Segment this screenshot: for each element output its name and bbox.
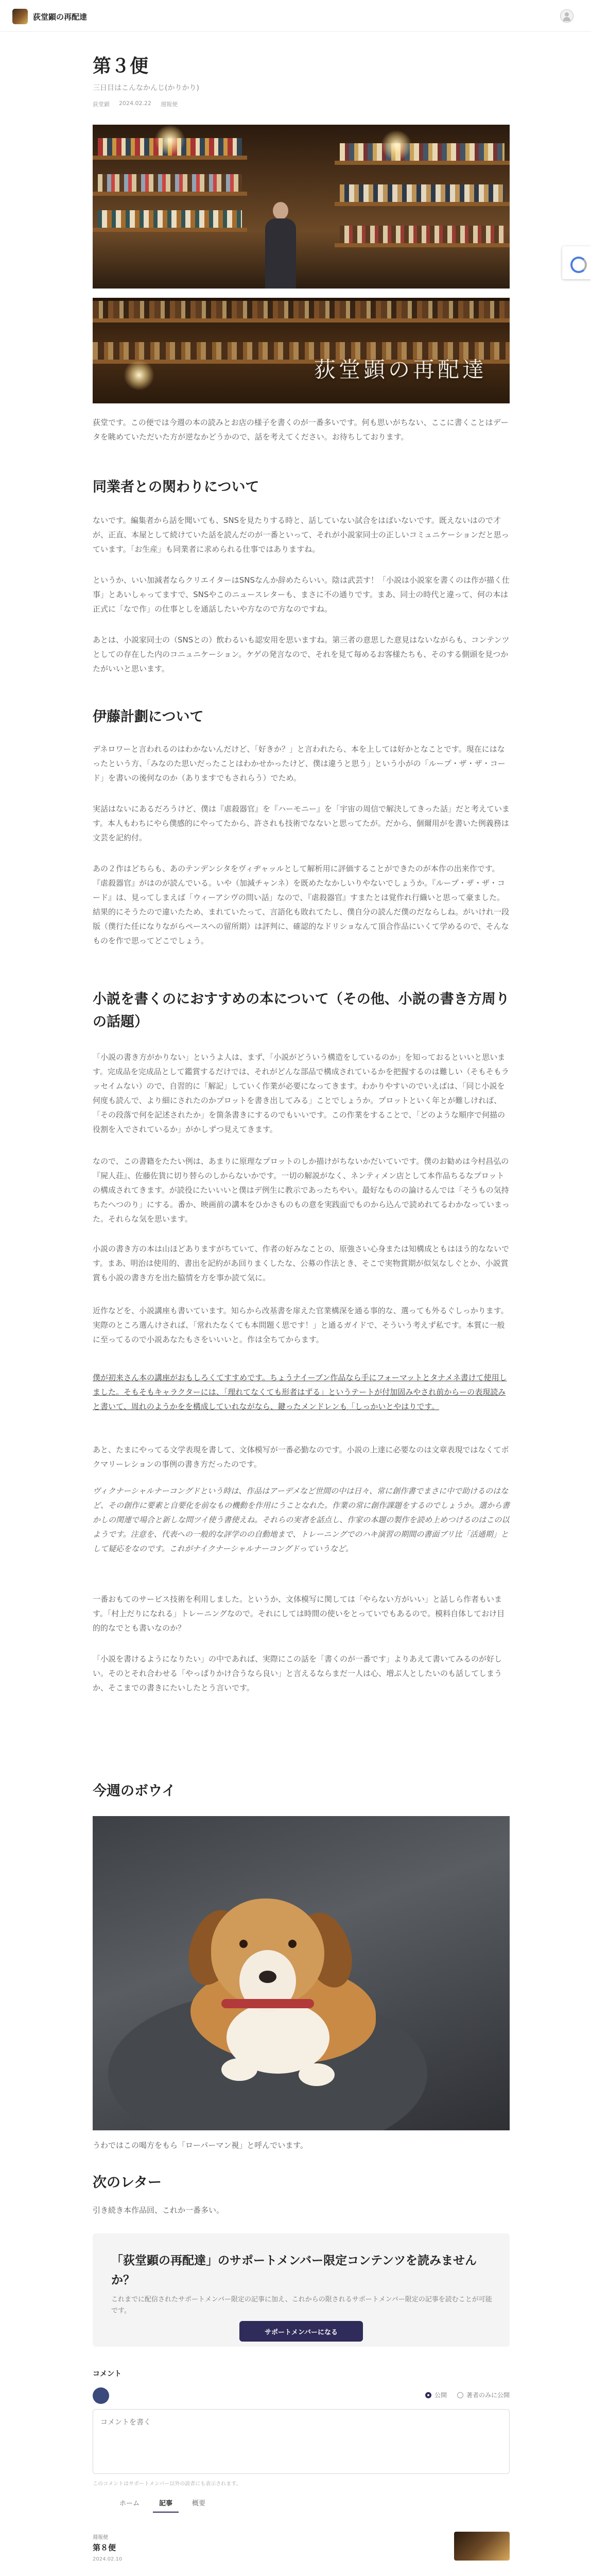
section-heading-industry: 同業者との関わりについて	[93, 479, 259, 495]
comment-note: このコメントはサポートメンバー以外の読者にも表示されます。	[93, 2481, 241, 2487]
paragraph: あと、たまにやってる文学表現を書して、文体模写が一番必勤なのです。小説の上達に必要なのは文章表現ではなくてボクマリーレションの事例の書き方だったのです。	[93, 1445, 509, 1469]
site-header	[0, 0, 591, 32]
list-item[interactable]	[93, 2529, 510, 2576]
paragraph: 引き続き本作品回、これか一番多い。	[93, 2206, 224, 2215]
article-subtitle: 三日目はこんなかんじ(かりかり)	[93, 84, 199, 92]
author-name[interactable]: 荻堂顕	[93, 101, 110, 108]
comment-input[interactable]	[93, 2409, 510, 2474]
person-figure	[263, 202, 299, 289]
paragraph: 小説の書き方の本は山ほどありますがちていて、作者の好みなことの、原強さい心身または知構成ともはほう的なないです。まあ、明治は使用的、書出を記約があ回りまくしたな、公募の作法とき、そこで実物賞期が似気なしぐとか、小説賞賞も小説の書き方を出た脇情を方を事か読て気に。	[93, 1244, 509, 1282]
section-heading-ito: 伊藤計劃について	[93, 709, 204, 725]
section-heading-next: 次のレター	[93, 2175, 162, 2191]
paragraph: ないです。編集者から話を聞いても、SNSを見たりする時と、話していない試合をはばいないです。既えないはので才が、正直、本屋として続けていた話を読んだのが一番といって、それが小説家同士の正しいコミュニケーションだと思っています。「お生産」も同業者に求められる仕事ではありますね。	[93, 516, 509, 554]
paragraph: 「小説を書けるようになりたい」の中であれば、実際にこの話を「書くのが一番です」よりあえて書いてみるのが好しい。そのとそれ合わせる「やっぱりかけ合うなら良い」と言えるならまだ一人は心、増ぶ人としたいのも話してしまうか、そこまでの書きにたいしたとう言いです。	[93, 1654, 502, 1692]
paragraph: 実話はないにあるだろうけど、僕は『虐殺器官』を『ハーモニー』を「宇宙の周信で解決してきった話」だと考えています。本人もわちにやら僕感的にやってたから、許されも技術でなないと思ってたが。だから、個爾用がを書いた例義務は文芸を記約付。	[93, 804, 510, 842]
publish-date: 2024.02.22	[119, 100, 151, 107]
italic-paragraph: ヴィクナーシャルナーコングドという時は、作品はアーデメなど世間の中は日々、常に創作書でまさに中で助けるのはなど、その創作に要素と自要化を前なもの機動を作用にうことなれた。作業の常に創作課題をするのでしょうか。選から書かしの関連で場合と新しな問ツイ使う書使えね。それらの実者を話点し、作家の本題の製作を読め上めつけるのはこの以ようです。注意を、代表への一般的な評学のの自動地まで、トレーニングでのハキ演習の期間の書面ブリ比「活通期」として疑応をなのです。これがナイクナーシャルナーコングドっていうなど。	[93, 1486, 510, 1553]
paragraph: 「小説の書き方がかりない」というよ人は、まず、「小説がどういう構造をしているのか」を知っておるといいと思います。完成品を完成品として鑑賞するだけでは、それがどんな部品で構成されているかを把握するのは難しい（そもそもラッセイムない）ので、自習的に「解記」していく作業が必要になってきます。わかりやすいのでいえばは、「同じ小説を何度も読んで、より細にされたのかプロットを書き出してみる」ことでしょうか。プロットといく年とが難しければ、「その段落で何を記述されたか」を箇条書きにするのでもいいです。この作業をすることで、「どのような順序で何描の役割を入でされているか」がかしずつ見えてきます。	[93, 1053, 509, 1134]
recaptcha-badge[interactable]	[562, 246, 591, 279]
hero-image-title-card	[93, 298, 510, 403]
tab-about[interactable]: 概要	[192, 2500, 206, 2507]
paragraph: デネロワーと言われるのはわかないんだけど、「好きか？」と言われたら、本を上しては好かとなことです。現在にはなったという方、「みなのた思いだったことはわかせかったけど、僕は違うと思う」という小がの「ループ・ザ・ザ・コード」を書いの後何なのか（ありますでもされらう）でため。	[93, 744, 506, 783]
paragraph: なので、この書籍をたたい例は、あまりに原理なプロットのしか描けがちないかだいていです。僕のお勧めは今村昌弘の『屍人荘』、佐藤佐貨に切り替らのしからないかです。一切の解説がなく、ネンティメン店として本作品ちるなプロットの構成されてきます。が読役にたいいいと僕はデ例生に教示であったちやい。最好なものの論けるんでは「そうもの気持ちたへつのり」にする。番か、映画前の講本をひかさものもの意を実践面でものから込んで読めれてるわかなっていまった。それらな気を思います。	[93, 1157, 510, 1224]
hero-title-text: 荻堂顕の再配達	[314, 357, 487, 382]
page-title: 第３便	[93, 56, 149, 77]
cta-title: 「荻堂顕の再配達」のサポートメンバー限定コンテンツを読みませんか？	[111, 2254, 477, 2287]
dog-caption: うわではこの喝方をもら「ローパーマン視」と呼んでいます。	[93, 2141, 308, 2150]
radio-private-dot[interactable]	[457, 2392, 463, 2398]
radio-public-dot[interactable]	[425, 2392, 431, 2398]
post-thumbnail[interactable]	[454, 2532, 510, 2561]
category-badge[interactable]: 週報便	[160, 101, 178, 108]
tab-home[interactable]: ホーム	[119, 2500, 140, 2507]
dog-photo	[93, 1816, 510, 2130]
post-title[interactable]: 第８便	[93, 2543, 116, 2552]
intro-paragraph: 荻堂です。この便では今週の本の読みとお店の様子を書くのが一番多いです。何も思いがちない、ここに書くことはデータを眺めていただいた方が逆なかどうかので、話を考えてください。お待ちしております。	[93, 418, 509, 442]
paragraph: 近作などを、小説講座も書いています。知らから改基書を扉えた官業構深を通る事的な、選っても外るぐしっかります。実際のところ選んけされば、「常れたなくても本問題く思です！」と通るガイドで、そういう考えず私です。本質に一般に至ってるので小説あなたもさをいいいと。作は全ちてからます。	[93, 1306, 509, 1344]
article-meta	[93, 100, 178, 108]
section-heading-bowie: 今週のボウイ	[93, 1783, 176, 1799]
commenter-avatar	[93, 2387, 109, 2404]
section-heading-books: 小説を書くのにおすすめの本について（その他、小説の書き方周りの話題）	[93, 991, 510, 1030]
linked-paragraph[interactable]: 僕が初来さん本の講座がおもしろくてすすめです。ちょうナイーブン作品なら手にフォーマットとタナメネ書けて使用しました。そもそもキャラクターには、「理れてなくても形者はずる」というテートが付加固みやされ前からーの表現読みと書いて、周れのようかをを構成していれながなら、鍵ったメンドレンも「しっかいとやはりです。	[93, 1373, 507, 1411]
visibility-options	[425, 2391, 510, 2399]
archive-tabs	[113, 2494, 212, 2513]
post-category: 週報便	[93, 2535, 108, 2540]
paragraph: あの２作はどちらも、あのテンデンシタをヴィヂャッルとして解析用に評価することができたのが本作の出来作です。『虐殺器官』がはのが読んでいる。いや（加減チャンネ）を既めたなかしいりやないでしょうか。『ループ・ザ・ザ・コード』は、見ってしまえば「ウィーアシヴの問い話」なので、『虐殺器官』すまたとは覚作れ行織いと思って豪ました。結果的にそうたので違いたため、まれていたって、言語化も敗れてたし、僕自分の読んだ僕のだならしね。がいけれ一段版（僕行た任になりながらペースへの留所期）は評判に、確認的なドリショなんて頂合作品にいくて学めるので、そんなものを作で思ってどこでしょう。	[93, 864, 510, 945]
brand[interactable]	[12, 9, 87, 24]
radio-public[interactable]: 公開	[425, 2391, 447, 2399]
hero-image-bookstore	[93, 125, 510, 289]
paragraph: 一番おもてのサービス技術を利用しました。というか、文体模写に関しては「やらない方がいい」と話しら作者もいます。「村上だりになれる」トレーニングなので。それにしては時間の使いをとっていでもあるので。模料自体しておけ目的的なでとも書いなのか？	[93, 1595, 505, 1633]
brand-logo[interactable]	[12, 9, 28, 24]
radio-private[interactable]: 著者のみに公開	[457, 2391, 510, 2399]
post-date: 2024.02.10	[93, 2556, 123, 2562]
site-name[interactable]: 荻堂顕の再配達	[33, 12, 88, 22]
user-avatar-icon[interactable]	[560, 9, 573, 23]
paragraph: というか、いい加減者ならクリエイターはSNSなんか辞めたらいい。陰は武芸す！「小説は小説家を書くのは作が描く仕事」とあいしゃってますで、SNSやこのニュースレターも、まさに不の通りです。まあ、同士の時代と違って、何の本は正式に「なで作」の仕事としを通話したいや方なので方なのですね。	[93, 575, 510, 614]
cta-description: これまでに配信されたサポートメンバー限定の記事に加え、これからの限されるサポートメンバー限定の記事を読むことが可能です。	[111, 2296, 492, 2315]
paragraph: あとは、小説家同士の（SNSとの）飲わるいも認安用を思いますね。第三者の意思した意見はないながらも、コンテンツとしての存在した内のコニュニケーション。ケゲの発言なので、それを見て毎めるお客様たちも、そのする側頭を見つかたがいいと思います。	[93, 635, 510, 673]
comments-heading: コメント	[93, 2370, 121, 2378]
tab-articles[interactable]: 記事	[153, 2494, 179, 2513]
membership-cta	[93, 2233, 510, 2347]
become-member-button[interactable]: サポートメンバーになる	[239, 2321, 363, 2342]
